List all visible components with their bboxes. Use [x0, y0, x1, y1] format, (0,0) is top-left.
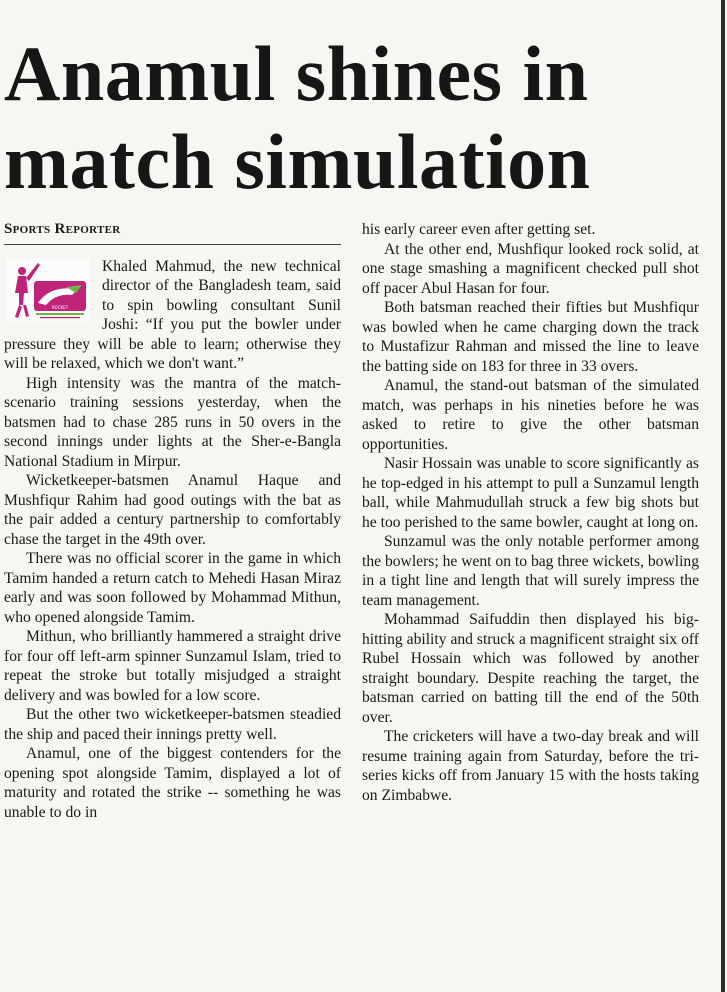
paragraph: The cricketers will have a two-day break and will resume training again from Saturday, before the tri- series kicks off from January 15 with the hosts taking on Zimbabwe.	[362, 728, 699, 804]
svg-text:ROCKET: ROCKET	[51, 304, 69, 310]
article-body	[4, 220, 720, 990]
byline: Sports Reporter	[4, 220, 341, 245]
paragraph: Anamul, the stand-out batsman of the simulated match, was perhaps in his nineties before he was asked to retire to give the other batsman opportunities.	[362, 377, 699, 453]
paragraph: Anamul, one of the biggest contenders for the opening spot alongside Tamim, displayed a lot of maturity and rotated the strike -- something he was unable to do in	[4, 745, 341, 821]
paragraph: Mohammad Saifuddin then displayed his big-hitting ability and struck a magnificent straight six off Rubel Hossain which was followed by another straight boundary. Despite reaching the target, the batsman carried on batting till the end of the 50th over.	[362, 611, 699, 726]
rocket-logo	[6, 259, 90, 323]
paragraph: Both batsman reached their fifties but Mushfiqur was bowled when he came charging down the track to Mustafizur Rahman and missed the line to leave the batting side on 183 for three in 33 overs.	[362, 299, 699, 375]
paragraph: High intensity was the mantra of the match-scenario training sessions yesterday, when the batsmen had to chase 285 runs in 50 overs in the second innings under lights at the Sher-e-Bangla National Stadium in Mirpur.	[4, 374, 341, 470]
paragraph-continuation: his early career even after getting set.	[362, 221, 596, 238]
headline	[4, 30, 720, 206]
paragraph: But the other two wicketkeeper-batsmen steadied the ship and paced their innings pretty well.	[4, 706, 341, 743]
paragraph: Mithun, who brilliantly hammered a straight drive for four off left-arm spinner Sunzamul Islam, tried to repeat the stroke but totally misjudged a straight delivery and was bowled for a low score.	[4, 628, 341, 704]
rocket-logo-graphic	[6, 259, 90, 323]
paragraph: Nasir Hossain was unable to score significantly as he top-edged in his attempt to pull a Sunzamul length ball, while Mahmudullah struck a few big shots but he too perished to the same bowler, caught at long on.	[362, 455, 699, 531]
headline-line-2: match simulation	[4, 118, 591, 205]
page-edge-rule	[721, 0, 725, 992]
left-column	[4, 220, 341, 822]
right-column	[362, 220, 699, 805]
headline-line-1: Anamul shines in	[4, 30, 589, 117]
paragraph: Wicketkeeper-batsmen Anamul Haque and Mushfiqur Rahim had good outings with the bat as the pair added a century partnership to comfortably chase the target in the 49th over.	[4, 472, 341, 548]
paragraph: Sunzamul was the only notable performer among the bowlers; he went on to bag three wickets, bowling in a tight line and length that will surely impress the team management.	[362, 533, 699, 609]
paragraph: Khaled Mahmud, the new technical director of the Bangladesh team, said to spin bowling consultant Sunil Joshi: “If you put the bowler under pressure they will be able to learn; otherwise they will be relaxed, which we don't want.”	[4, 257, 341, 372]
paragraph: There was no official scorer in the game in which Tamim handed a return catch to Mehedi Hasan Miraz early and was soon followed by Mohammad Mithun, who opened alongside Tamim.	[4, 550, 341, 626]
paragraph: At the other end, Mushfiqur looked rock solid, at one stage smashing a magnificent checked pull shot off pacer Abul Hasan for four.	[362, 240, 699, 297]
